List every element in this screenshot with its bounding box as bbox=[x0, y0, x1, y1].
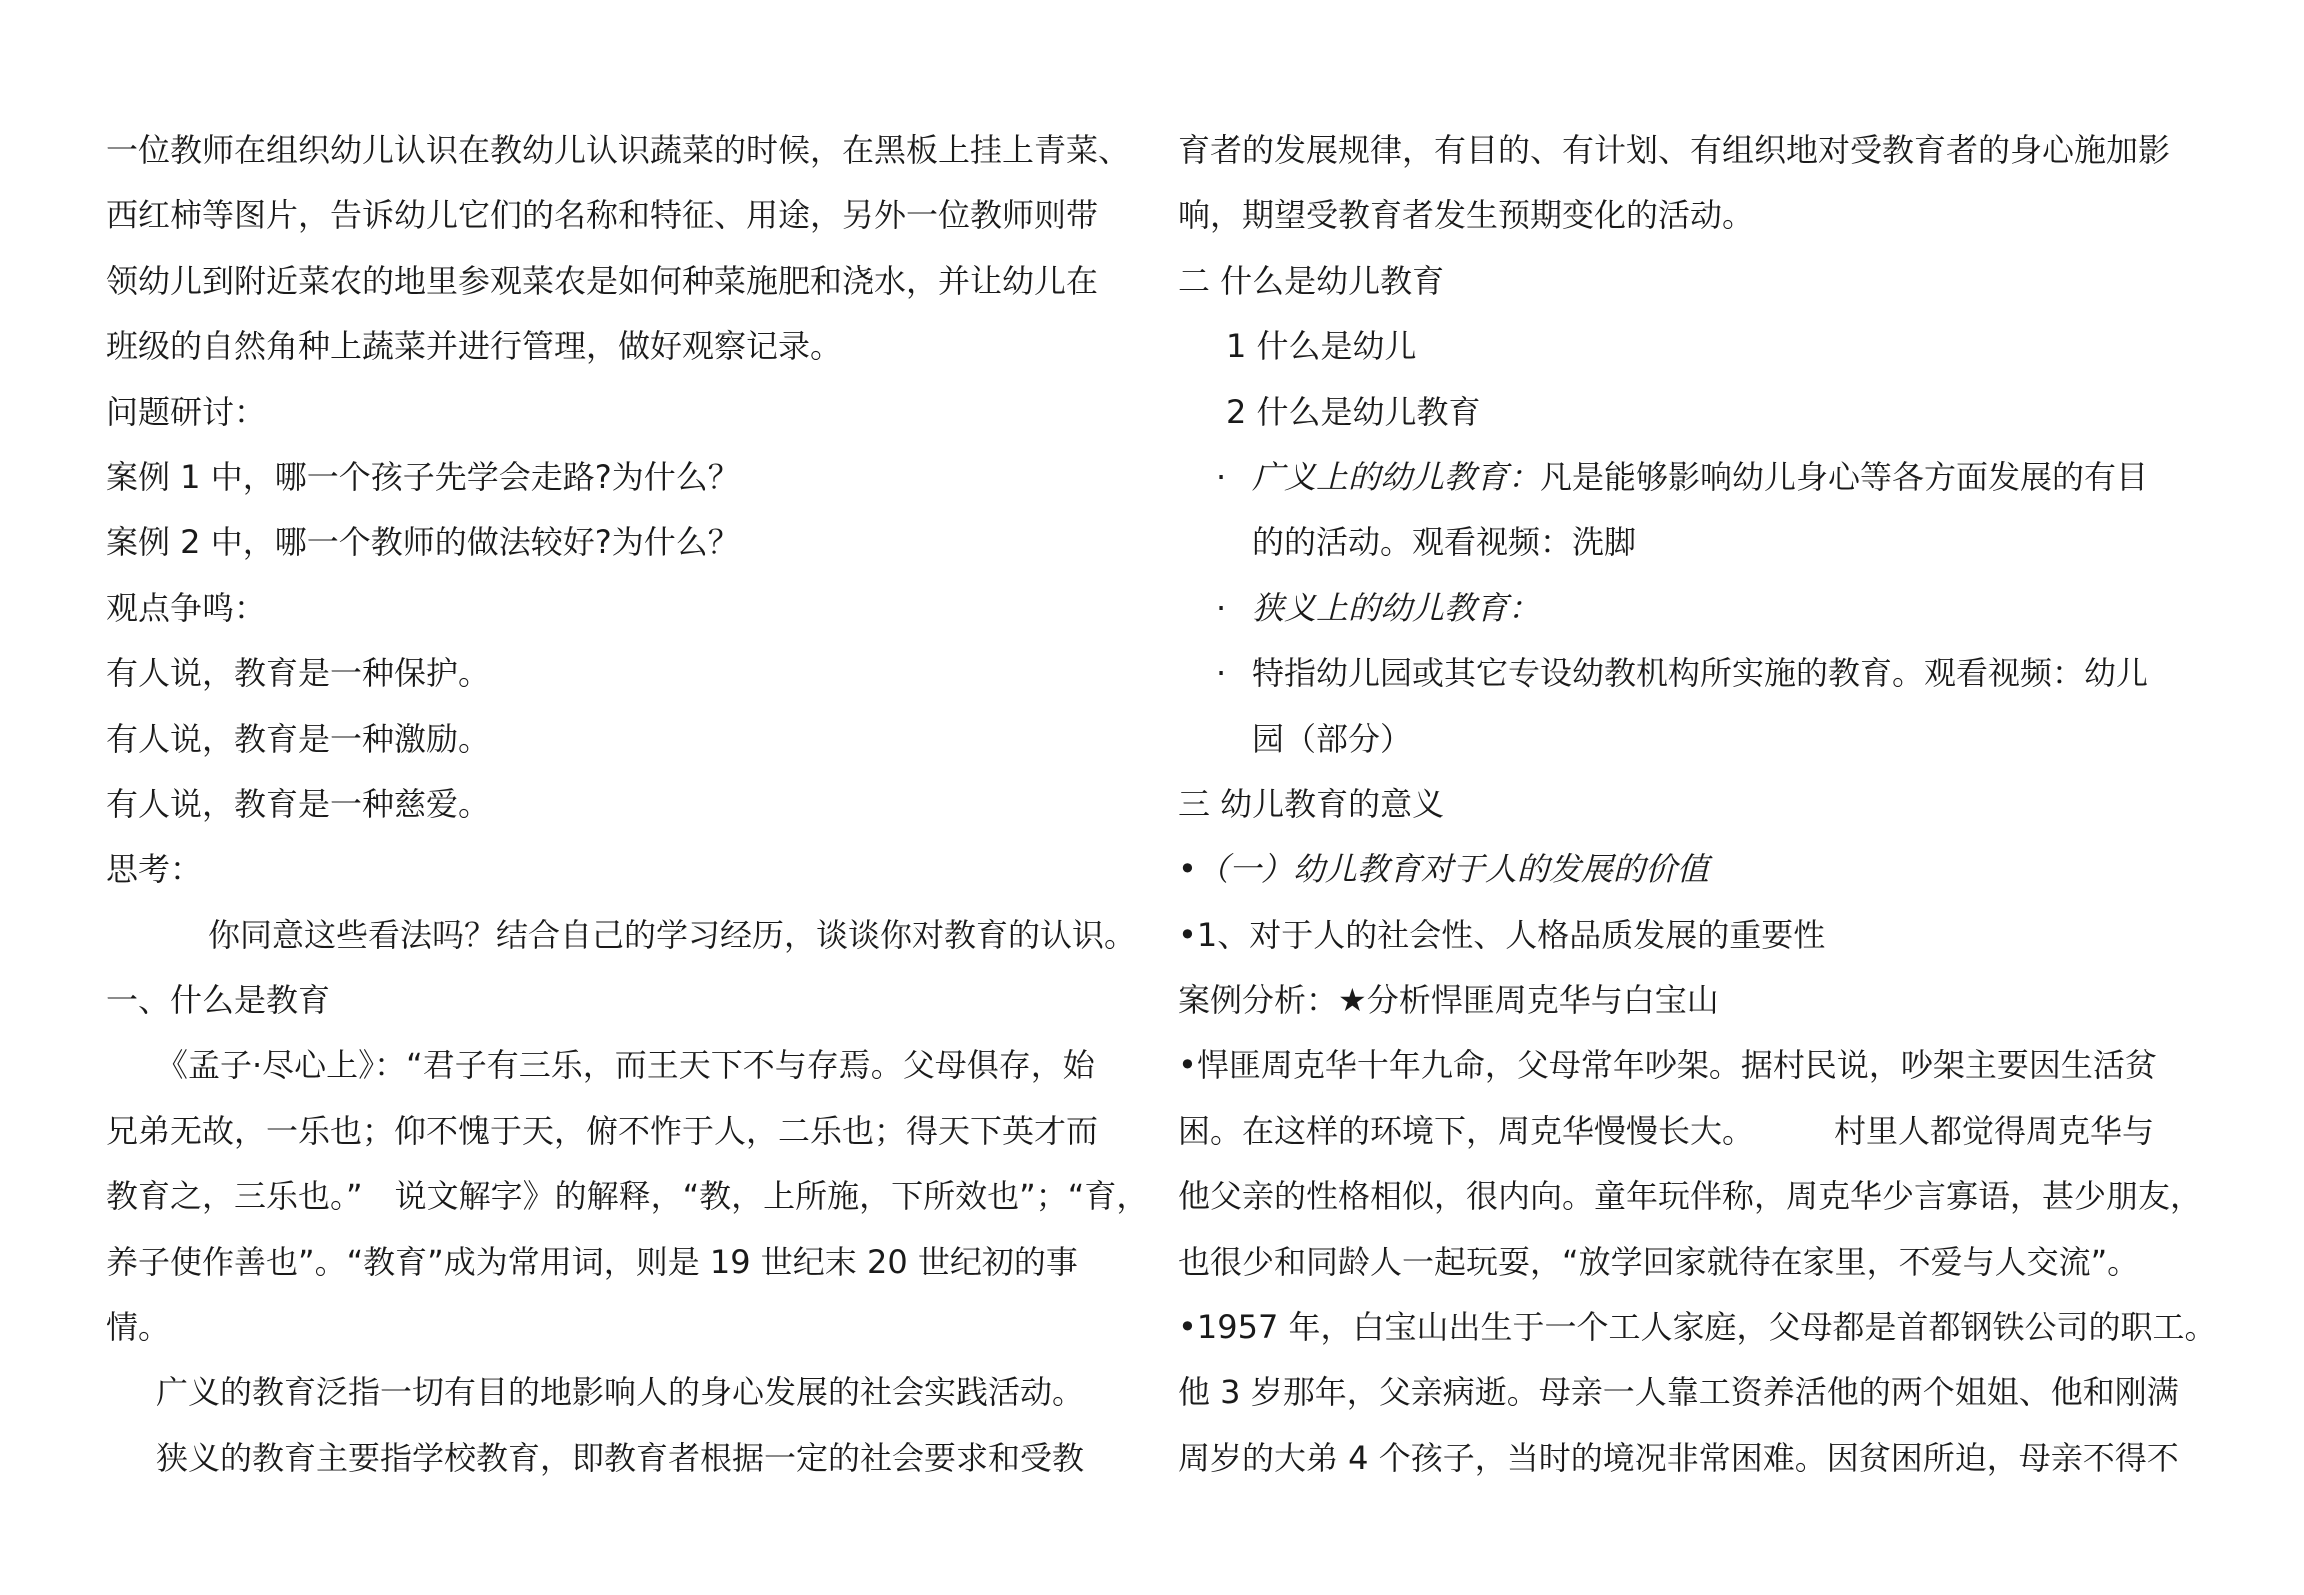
quote-line: 兄弟无故，一乐也；仰不愧于天，俯不怍于人，二乐也；得天下英才而 bbox=[106, 1111, 1099, 1150]
quote-line: 《孟子·尽心上》：“君子有三乐，而王天下不与存焉。父母俱存，始 bbox=[156, 1046, 1095, 1085]
think-heading: 思考： bbox=[106, 850, 203, 889]
point-line: •1、对于人的社会性、人格品质发展的重要性 bbox=[1178, 915, 1826, 954]
debate-heading: 观点争鸣： bbox=[106, 588, 267, 627]
bullet-text: 特指幼儿园或其它专设幼教机构所实施的教育。观看视频：幼儿 bbox=[1252, 654, 2149, 693]
section-title: 二 什么是幼儿教育 bbox=[1178, 261, 1445, 300]
case-text-line: 困。在这样的环境下，周克华慢慢长大。 村里人都觉得周克华与 bbox=[1178, 1111, 2155, 1150]
bullet-label: 狭义上的幼儿教育： bbox=[1252, 588, 1541, 627]
case-analysis-line: 案例分析：★分析悍匪周克华与白宝山 bbox=[1178, 981, 1719, 1020]
case-text-line: 他 3 岁那年，父亲病逝。母亲一人靠工资养活他的两个姐姐、他和刚满 bbox=[1178, 1373, 2179, 1412]
bullet-icon: · bbox=[1216, 654, 1227, 693]
subsection-title: 1 什么是幼儿 bbox=[1226, 327, 1417, 366]
bullet-item bbox=[1178, 445, 2208, 510]
bullet-text: 凡是能够影响幼儿身心等各方面发展的有目 bbox=[1540, 457, 2149, 496]
text-line: 一位教师在组织幼儿认识在教幼儿认识蔬菜的时候，在黑板上挂上青菜、 bbox=[106, 131, 1131, 169]
quote-line: 教育之，三乐也。” 说文解字》的解释，“教，上所施，下所效也”；“育， bbox=[106, 1177, 1149, 1216]
subsection-title: 2 什么是幼儿教育 bbox=[1226, 392, 1481, 431]
bullet-icon: · bbox=[1216, 457, 1227, 496]
discussion-heading: 问题研讨： bbox=[106, 392, 267, 431]
case-text-line: 周岁的大弟 4 个孩子，当时的境况非常困难。因贫困所迫，母亲不得不 bbox=[1178, 1438, 2179, 1477]
case-text-line: •1957 年，白宝山出生于一个工人家庭，父母都是首都钢铁公司的职工。 bbox=[1178, 1308, 2217, 1347]
bullet-item bbox=[1178, 576, 2208, 641]
text-line: 育者的发展规律，有目的、有计划、有组织地对受教育者的身心施加影 bbox=[1178, 131, 2171, 169]
quote-line: 情。 bbox=[106, 1308, 171, 1347]
text-line: 班级的自然角种上蔬菜并进行管理，做好观察记录。 bbox=[106, 327, 843, 366]
text-line: 响，期望受教育者发生预期变化的活动。 bbox=[1178, 196, 1755, 235]
value-heading: •（一）幼儿教育对于人的发展的价值 bbox=[1178, 850, 1709, 889]
section-title: 三 幼儿教育的意义 bbox=[1178, 784, 1445, 823]
case-text-line: •悍匪周克华十年九命，父母常年吵架。据村民说，吵架主要因生活贫 bbox=[1178, 1046, 2157, 1085]
case-text-line: 他父亲的性格相似，很内向。童年玩伴称，周克华少言寡语，甚少朋友， bbox=[1178, 1177, 2203, 1216]
bullet-item bbox=[1178, 641, 2208, 706]
view-line: 有人说，教育是一种保护。 bbox=[106, 654, 491, 693]
case-question: 案例 2 中，哪一个教师的做法较好?为什么？ bbox=[106, 523, 740, 562]
definition-line: 广义的教育泛指一切有目的地影响人的身心发展的社会实践活动。 bbox=[156, 1373, 1085, 1412]
bullet-label: 广义上的幼儿教育： bbox=[1252, 457, 1541, 496]
right-column bbox=[1178, 118, 2217, 1491]
definition-line: 狭义的教育主要指学校教育，即教育者根据一定的社会要求和受教 bbox=[156, 1438, 1085, 1477]
bullet-icon: · bbox=[1216, 588, 1227, 627]
case-text-line: 也很少和同龄人一起玩耍，“放学回家就待在家里，不爱与人交流”。 bbox=[1178, 1242, 2140, 1281]
view-line: 有人说，教育是一种慈爱。 bbox=[106, 784, 491, 823]
case-question: 案例 1 中，哪一个孩子先学会走路?为什么？ bbox=[106, 457, 740, 496]
text-line: 领幼儿到附近菜农的地里参观菜农是如何种菜施肥和浇水，并让幼儿在 bbox=[106, 261, 1099, 300]
think-question: 你同意这些看法吗？结合自己的学习经历，谈谈你对教育的认识。 bbox=[208, 915, 1137, 954]
left-column bbox=[106, 118, 1149, 1491]
text-line: 西红柿等图片，告诉幼儿它们的名称和特征、用途，另外一位教师则带 bbox=[106, 196, 1099, 235]
view-line: 有人说，教育是一种激励。 bbox=[106, 719, 491, 758]
bullet-continuation: 园（部分） bbox=[1252, 719, 1413, 758]
section-title: 一、什么是教育 bbox=[106, 981, 331, 1020]
bullet-continuation: 的的活动。观看视频：洗脚 bbox=[1252, 523, 1637, 562]
quote-line: 养子使作善也”。“教育”成为常用词，则是 19 世纪末 20 世纪初的事 bbox=[106, 1242, 1078, 1281]
